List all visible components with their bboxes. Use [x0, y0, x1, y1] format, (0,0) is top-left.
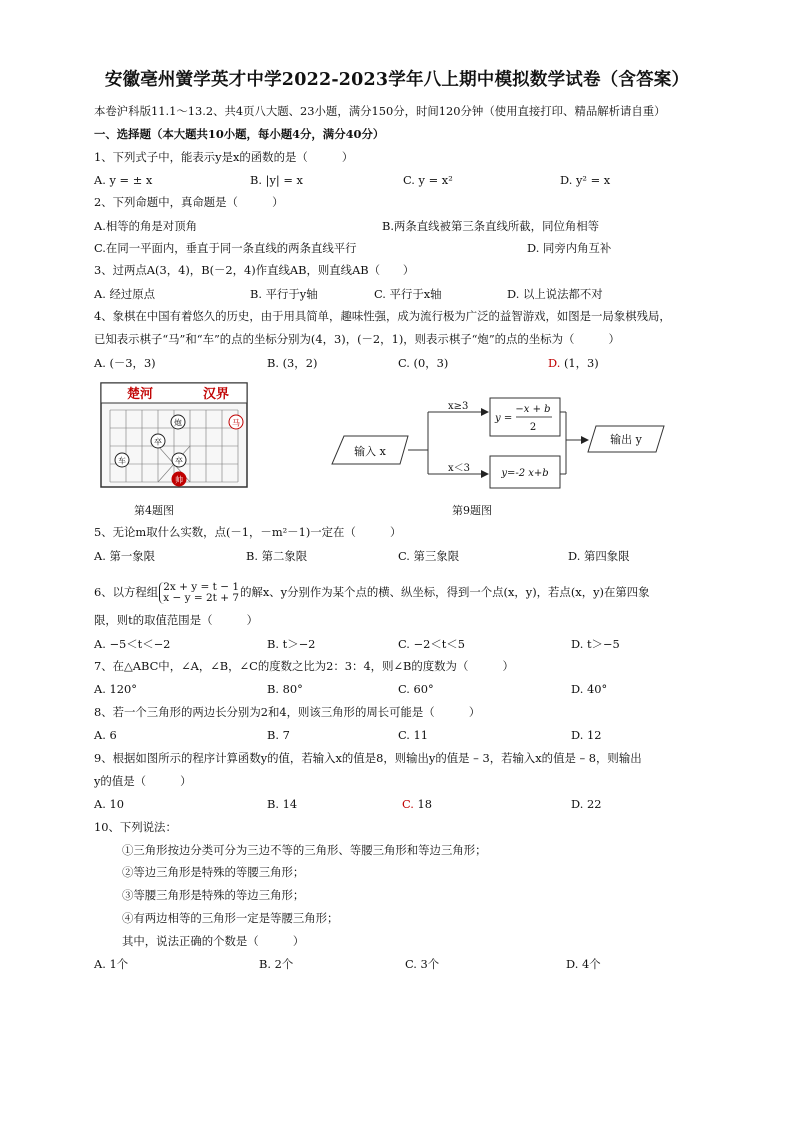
q10-statement-2: ②等边三角形是特殊的等腰三角形； [122, 865, 305, 879]
q2-option-a: A.相等的角是对顶角 [94, 219, 197, 233]
condition-top: x≥3 [448, 401, 469, 412]
q6-stem-line2: 限，则t的取值范围是（ ） [94, 613, 259, 627]
q4-stem-line2: 已知表示棋子“马”和“车”的点的坐标分别为(4，3)，(－2，1)，则表示棋子“炮”的点的坐标为（ ） [94, 332, 620, 346]
svg-text:y =: y = [495, 413, 513, 424]
q1-option-a: A. y = ± x [94, 173, 153, 187]
q10-stem: 10、下列说法： [94, 820, 177, 834]
q7-option-c: C. 60° [398, 682, 434, 696]
q7-option-d: D. 40° [571, 682, 608, 696]
flowchart-figure [330, 392, 670, 492]
section-heading: 一、选择题（本大题共10小题，每小题4分，满分40分） [94, 127, 385, 141]
q3-stem: 3、过两点A(3，4)，B(－2，4)作直线AB，则直线AB（ ） [94, 263, 415, 277]
q4-option-d: D. (1，3) [548, 356, 599, 370]
output-label: 输出 y [610, 433, 642, 446]
q6-option-c: C. −2＜t＜5 [398, 637, 465, 651]
q3-option-a: A. 经过原点 [94, 287, 156, 301]
q5-stem: 5、无论m取什么实数，点(－1，－m²－1)一定在（ ） [94, 525, 402, 539]
q6-option-a: A. −5＜t＜−2 [94, 637, 171, 651]
page-title: 安徽亳州黉学英才中学2022-2023学年八上期中模拟数学试卷（含答案） [104, 70, 690, 90]
q8-option-a: A. 6 [94, 728, 117, 742]
q2-option-c: C.在同一平面内，垂直于同一条直线的两条直线平行 [94, 241, 357, 255]
q10-statement-1: ①三角形按边分类可分为三边不等的三角形、等腰三角形和等边三角形； [122, 843, 487, 857]
q2-stem: 2、下列命题中，真命题是（ ） [94, 195, 284, 209]
q3-option-c: C. 平行于x轴 [374, 287, 442, 301]
svg-text:卒: 卒 [154, 437, 162, 447]
q10-option-a: A. 1个 [94, 957, 129, 971]
q6-option-b: B. t＞−2 [267, 637, 316, 651]
svg-text:马: 马 [232, 418, 240, 428]
q8-option-c: C. 11 [398, 728, 429, 742]
q9-option-d: D. 22 [571, 797, 602, 811]
chess-piece-ma [229, 415, 243, 429]
answer-marker: D. [548, 356, 561, 370]
q9-option-b: B. 14 [267, 797, 298, 811]
q10-option-d: D. 4个 [566, 957, 601, 971]
chess-piece-zu-lower [172, 453, 186, 467]
q9-stem-line2: y的值是（ ） [94, 774, 192, 788]
equation-system: 2x + y = t − 1 x − y = 2t + 7 [159, 582, 239, 604]
q8-option-d: D. 12 [571, 728, 602, 742]
q3-option-d: D. 以上说法都不对 [507, 287, 603, 301]
input-label: 输入 x [354, 445, 386, 458]
q7-option-a: A. 120° [94, 682, 137, 696]
svg-text:帅: 帅 [175, 475, 183, 485]
q4-stem-line1: 4、象棋在中国有着悠久的历史，由于用具简单，趣味性强，成为流行极为广泛的益智游戏，如图是一局象棋残局， [94, 309, 671, 323]
q10-question: 其中，说法正确的个数是（ ） [122, 934, 305, 948]
q1-stem: 1、下列式子中，能表示y是x的函数的是（ ） [94, 150, 354, 164]
svg-text:y=-2 x+b: y=-2 x+b [501, 468, 549, 479]
q9-stem-line1: 9、根据如图所示的程序计算函数y的值，若输入x的值是8，则输出y的值是 – 3，若输入x的值是 – 8，则输出 [94, 751, 642, 765]
q4-option-a: A. (－3，3) [94, 356, 156, 370]
q2-option-d: D. 同旁内角互补 [527, 241, 612, 255]
svg-text:车: 车 [118, 456, 126, 466]
svg-text:炮: 炮 [174, 418, 182, 428]
q5-option-b: B. 第二象限 [246, 549, 308, 563]
q10-option-b: B. 2个 [259, 957, 294, 971]
q2-option-b: B.两条直线被第三条直线所截，同位角相等 [382, 219, 600, 233]
svg-text:卒: 卒 [175, 456, 183, 466]
q5-option-a: A. 第一象限 [94, 549, 156, 563]
chess-board-figure [100, 382, 248, 488]
q9-option-c: C. 18 [402, 797, 433, 811]
q10-statement-3: ③等腰三角形是特殊的等边三角形； [122, 888, 305, 902]
svg-text:2: 2 [529, 422, 537, 433]
q5-option-d: D. 第四象限 [568, 549, 630, 563]
q6-stem-line1: 6、以方程组 2x + y = t − 1 x − y = 2t + 7 的解x、y分别作为某个点的横、纵坐标，得到一个点(x，y)，若点(x，y)在第四象 [94, 581, 650, 604]
q9-option-a: A. 10 [94, 797, 124, 811]
figure9-caption: 第9题图 [452, 504, 492, 517]
q3-option-b: B. 平行于y轴 [250, 287, 318, 301]
answer-marker: C. [402, 797, 414, 811]
chess-piece-pao [171, 415, 185, 429]
q6-option-d: D. t＞−5 [571, 637, 620, 651]
chess-piece-zu-upper [151, 434, 165, 448]
intro-line: 本卷沪科版11.1～13.2、共4页八大题、23小题，满分150分，时间120分钟（使用直接打印、精品解析请自重） [94, 104, 666, 118]
board-title-hanjie: 汉界 [202, 387, 230, 402]
board-title-chuhe: 楚河 [126, 387, 154, 402]
q10-option-c: C. 3个 [405, 957, 440, 971]
q5-option-c: C. 第三象限 [398, 549, 460, 563]
q7-option-b: B. 80° [267, 682, 303, 696]
q10-statement-4: ④有两边相等的三角形一定是等腰三角形； [122, 911, 339, 925]
q4-option-b: B. (3，2) [267, 356, 318, 370]
q1-option-b: B. |y| = x [250, 173, 303, 187]
figure4-caption: 第4题图 [134, 504, 174, 517]
chess-piece-che [115, 453, 129, 467]
q7-stem: 7、在△ABC中，∠A，∠B，∠C的度数之比为2：3：4，则∠B的度数为（ ） [94, 659, 514, 673]
q8-option-b: B. 7 [267, 728, 290, 742]
q1-option-d: D. y² = x [560, 173, 611, 187]
chess-piece-shuai [172, 472, 186, 486]
q8-stem: 8、若一个三角形的两边长分别为2和4，则该三角形的周长可能是（ ） [94, 705, 481, 719]
q1-option-c: C. y = x² [403, 173, 453, 187]
svg-text:−x + b: −x + b [515, 404, 551, 415]
q4-option-c: C. (0，3) [398, 356, 449, 370]
condition-bottom: x＜3 [448, 463, 471, 474]
